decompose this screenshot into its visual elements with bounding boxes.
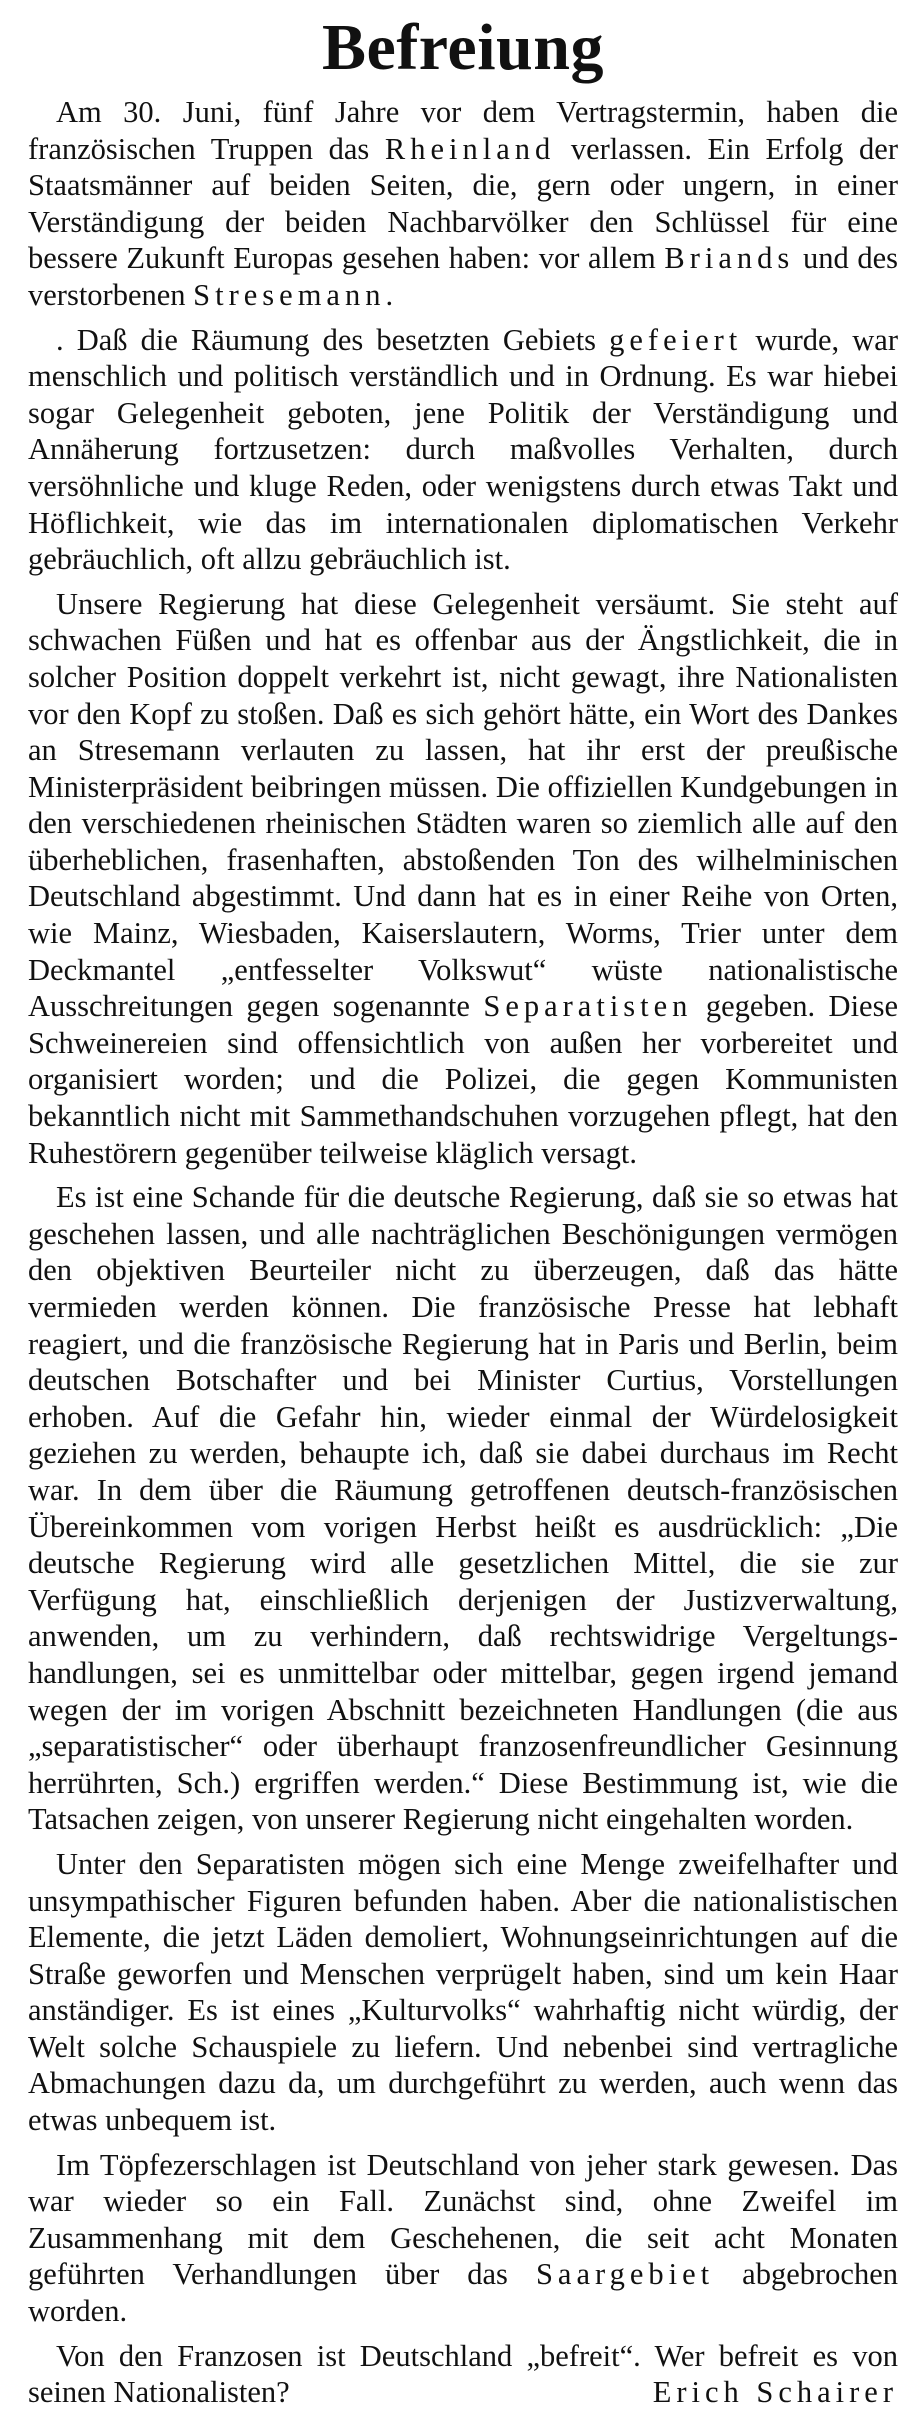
text-run: gegeben. Diese Schweinereien sind offensichtlich von außen her vorbereitet und organisiert worden; und die Polizei, die gegen Kommunisten bekanntlich nicht mit Sammethandschuhen vorzugehen pflegt, hat den Ruhestörern gegenüber teilweise kläglich versagt.: [28, 989, 898, 1170]
text-run: Im Töpfezerschlagen ist Deutschland von jeher stark gewesen. Das war wieder so ein Fall. Zunächst sind, ohne Zweifel im Zusammenhang mit dem Geschehenen, die seit acht Monaten geführten Verhandlungen über das: [28, 2147, 898, 2292]
article-paragraph: [28, 322, 898, 578]
article-paragraph: [28, 586, 898, 1172]
spaced-emphasis: Saargebiet: [535, 2257, 715, 2292]
text-run: wurde, war menschlich und politisch verständlich und in Ordnung. Es war hiebei sogar Gelegenheit geboten, jene Politik der Verständigung und Annäherung fortzusetzen: durch maßvolles Verhalten, durch versöhnliche und kluge Reden, oder wenigstens durch etwas Takt und Höflichkeit, wie das im internationalen diplomatischen Verkehr gebräuchlich, oft allzu gebräuchlich ist.: [28, 322, 898, 577]
text-run: Von den Franzosen ist Deutschland „befreit“. Wer befreit es von seinen Nationalisten?: [28, 2338, 898, 2410]
text-run: und des verstorbenen: [28, 241, 898, 312]
article-paragraph: [28, 1179, 898, 1838]
text-run: abgebrochen worden.: [28, 2257, 898, 2329]
spaced-emphasis: Separatisten: [483, 989, 693, 1024]
article-paragraph: [28, 2147, 898, 2330]
spaced-emphasis: Rheinland: [384, 131, 556, 166]
article-paragraph: [28, 94, 898, 314]
text-run: .: [385, 277, 394, 312]
article-title: Befreiung: [322, 11, 604, 84]
article-body: [28, 94, 898, 2411]
text-run: Unter den Separatisten mögen sich eine Menge zweifelhafter und unsympathischer Figuren befunden haben. Aber die nationalistischen Elemente, die jetzt Läden demoliert, Wohnungseinrichtungen auf die Straße geworfen und Menschen verprügelt haben, sind um kein Haar anständiger. Es ist eines „Kulturvolks“ wahrhaftig nicht würdig, der Welt solche Schauspiele zu liefern. Und nebenbei sind vertragliche Abmachungen dazu da, um durchgeführt zu werden, auch wenn das etwas unbequem ist.: [28, 1846, 898, 2138]
text-run: Unsere Regierung hat diese Gelegenheit versäumt. Sie steht auf schwachen Füßen und hat es offenbar aus der Ängstlichkeit, die in solcher Position doppelt verkehrt ist, nicht gewagt, ihre Nationalisten vor den Kopf zu stoßen. Daß es sich gehört hätte, ein Wort des Dankes an Stresemann verlauten zu lassen, hat ihr erst der preußische Ministerpräsident beibringen müssen. Die offiziellen Kundgebungen in den verschiedenen rheinischen Städten waren so ziemlich alle auf den überheblichen, frasenhaften, abstoßenden Ton des wilhelminischen Deutschland abgestimmt. Und dann hat es in einer Reihe von Orten, wie Mainz, Wiesbaden, Kaiserslautern, Worms, Trier unter dem Deckmantel „entfesselter Volkswut“ wüste nationalistische Ausschreitungen gegen sogenannte: [28, 586, 898, 1024]
article-paragraph: [28, 1846, 898, 2139]
text-run: . Daß die Räumung des besetzten Gebiets: [56, 322, 610, 357]
text-run: Es ist eine Schande für die deutsche Regierung, daß sie so etwas hat geschehen lassen, und alle nachträglichen Beschönigungen vermögen den objektiven Beurteiler nicht zu überzeugen, daß das hätte vermieden werden können. Die französische Presse hat lebhaft reagiert, und die französische Regierung hat in Paris und Berlin, beim deutschen Botschafter und bei Minister Curtius, Vorstellungen erhoben. Auf die Gefahr hin, wieder einmal der Würdelosigkeit geziehen zu werden, behaupte ich, daß sie dabei durchaus im Recht war. In dem über die Räumung getroffenen deutsch-französischen Übereinkommen vom vorigen Herbst heißt es ausdrücklich: „Die deutsche Regierung wird alle gesetzlichen Mittel, die sie zur Verfügung hat, einschließlich derjenigen der Justizverwaltung, anwenden, um zu verhindern, daß rechtswidrige Vergeltungshandlungen, sei es unmittelbar oder mittelbar, gegen irgend jemand wegen der im vorigen Abschnitt bezeichneten Handlungen (die aus „separatistischer“ oder überhaupt franzosenfreundlicher Gesinnung herrührten, Sch.) ergriffen werden.“ Diese Bestimmung ist, wie die Tatsachen zeigen, von unserer Regierung nicht eingehalten worden.: [28, 1180, 898, 1837]
spaced-emphasis: Stresemann: [193, 277, 386, 312]
spaced-emphasis: gefeiert: [609, 322, 743, 357]
article: [28, 0, 898, 2419]
author-byline: Erich Schairer: [652, 2375, 898, 2410]
text-run: Am 30. Juni, fünf Jahre vor dem Vertragstermin, haben die französischen Truppen das: [28, 95, 898, 166]
spaced-emphasis: Briands: [664, 241, 795, 276]
text-run: verlassen. Ein Erfolg der Staatsmänner auf beiden Seiten, die, gern oder ungern, in einer Verständigung der beiden Nachbarvölker den Schlüssel für eine bessere Zukunft Europas gesehen haben: vor allem: [28, 131, 898, 276]
